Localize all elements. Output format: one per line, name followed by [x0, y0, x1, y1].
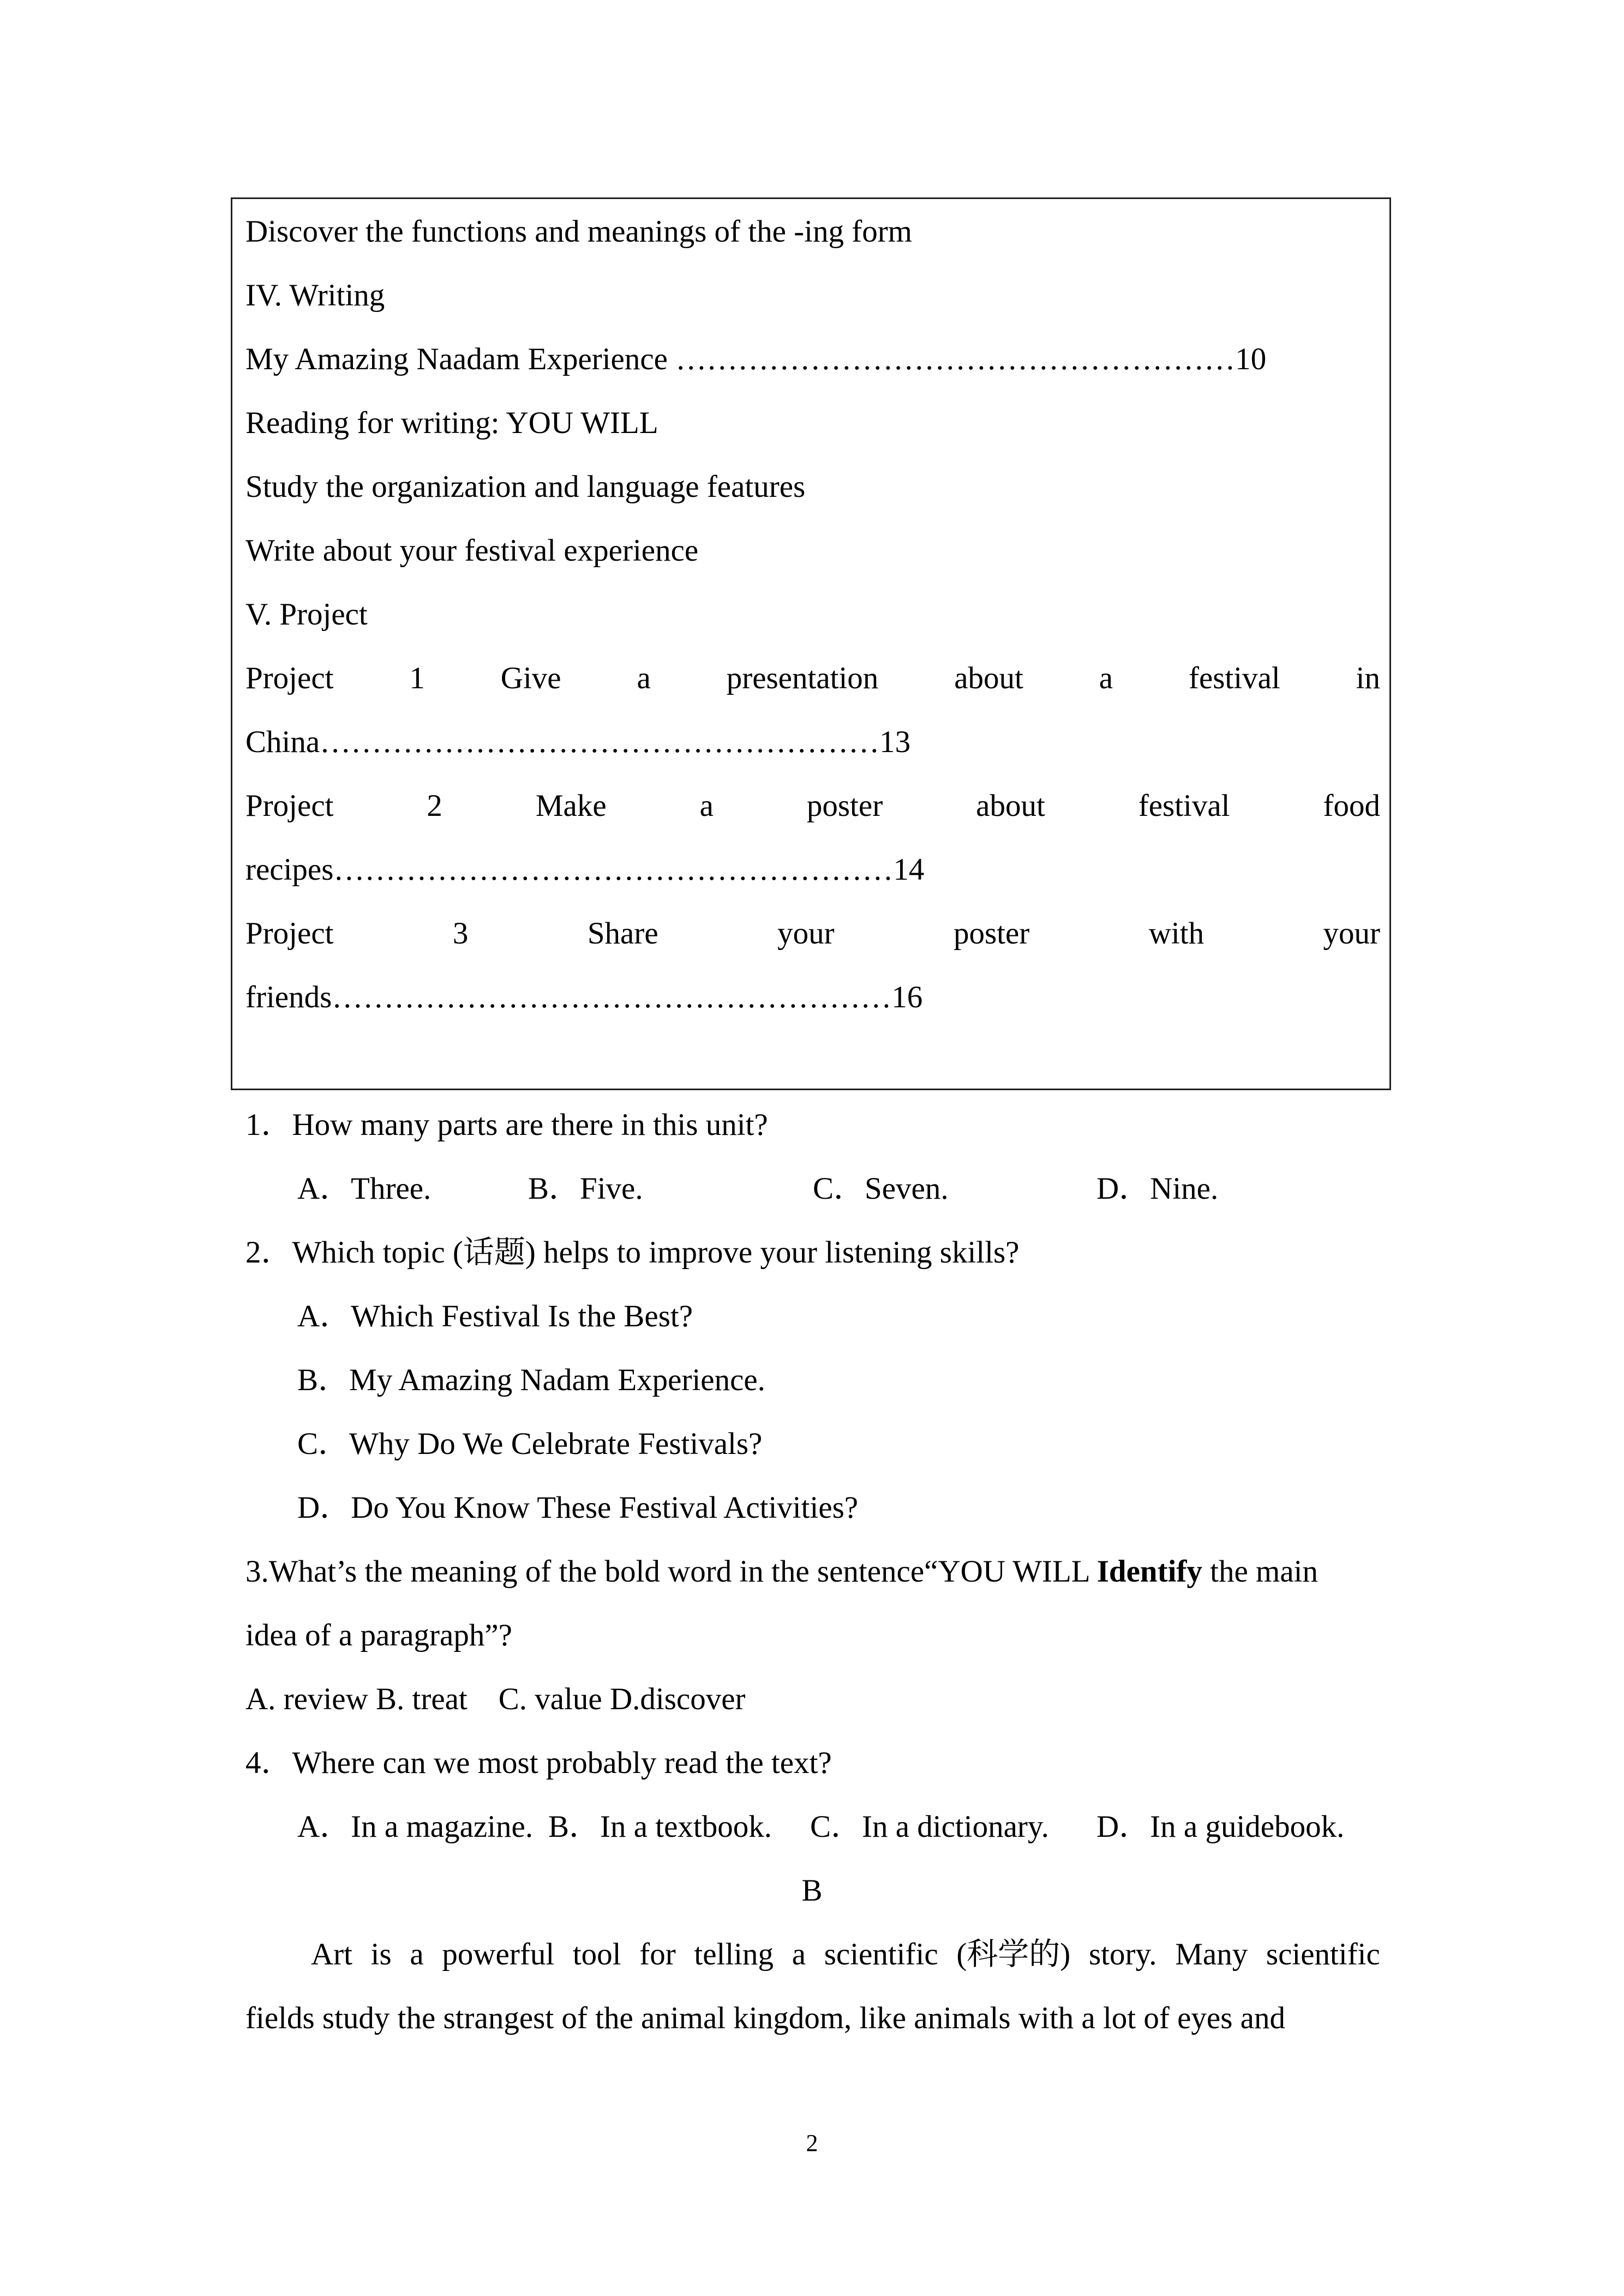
question-4-option-d: D．In a guidebook. — [1096, 1810, 1345, 1844]
stem-text: the main — [1202, 1554, 1319, 1589]
word: poster — [953, 916, 1030, 951]
word: with — [1148, 916, 1204, 951]
word: a — [1099, 661, 1113, 695]
question-2-option-d: D．Do You Know These Festival Activities? — [297, 1490, 859, 1525]
word: Give — [500, 661, 561, 695]
word: a — [792, 1937, 806, 1972]
word: a — [637, 661, 651, 695]
toc-line: Reading for writing: YOU WILL — [245, 406, 658, 440]
word: Project — [245, 916, 334, 951]
question-2-stem: 2．Which topic (话题) helps to improve your listening skills? — [245, 1235, 1020, 1270]
question-2-option-a: A．Which Festival Is the Best? — [297, 1299, 693, 1333]
toc-project-2-page: recipes………………………………………………14 — [245, 852, 925, 887]
word: powerful — [442, 1937, 555, 1972]
toc-line: Discover the functions and meanings of the -ing form — [245, 214, 913, 249]
word: a — [410, 1937, 424, 1972]
word: food — [1323, 789, 1380, 823]
word: 2 — [427, 789, 442, 823]
word: festival — [1188, 661, 1280, 695]
toc-project-3-page: friends………………………………………………16 — [245, 980, 923, 1014]
word: telling — [694, 1937, 774, 1972]
word: is — [370, 1937, 392, 1972]
word: Many — [1175, 1937, 1248, 1972]
word: presentation — [726, 661, 879, 695]
question-4-option-a: A．In a magazine. — [297, 1810, 534, 1844]
word: 3 — [452, 916, 469, 951]
table-of-contents-box — [231, 197, 1391, 1090]
toc-project-1 — [245, 659, 1380, 698]
toc-project-3 — [245, 915, 1380, 953]
toc-project-2 — [245, 787, 1380, 825]
section-b-paragraph-line2: fields study the strangest of the animal kingdom, like animals with a lot of eyes and — [245, 2001, 1285, 2035]
word: about — [954, 661, 1023, 695]
word: about — [976, 789, 1045, 823]
question-3-options: A. review B. treat C. value D.discover — [245, 1682, 746, 1716]
question-4-option-c: C．In a dictionary. — [810, 1810, 1049, 1844]
word: scientific — [824, 1937, 938, 1972]
toc-line: My Amazing Naadam Experience ………………………………………………10 — [245, 342, 1267, 376]
question-1-option-c: C．Seven. — [813, 1171, 949, 1206]
word: poster — [806, 789, 883, 823]
toc-line: Write about your festival experience — [245, 533, 699, 568]
word: your — [777, 916, 835, 951]
word: for — [639, 1937, 676, 1972]
question-2-option-b: B．My Amazing Nadam Experience. — [297, 1363, 765, 1397]
word: Project — [245, 789, 334, 823]
question-4-stem: 4．Where can we most probably read the text? — [245, 1746, 832, 1780]
question-1-stem: 1．How many parts are there in this unit? — [245, 1108, 768, 1142]
question-1-option-b: B．Five. — [528, 1171, 643, 1206]
bold-word: Identify — [1096, 1554, 1202, 1589]
word: your — [1323, 916, 1380, 951]
word: story. — [1088, 1937, 1157, 1972]
toc-line: Study the organization and language features — [245, 470, 806, 504]
word: Art — [311, 1937, 352, 1972]
word: scientific — [1266, 1937, 1380, 1972]
word: (科学的) — [956, 1937, 1071, 1972]
question-1-option-d: D．Nine. — [1096, 1171, 1219, 1206]
word: Project — [245, 661, 334, 695]
word: Make — [535, 789, 607, 823]
question-2-option-c: C．Why Do We Celebrate Festivals? — [297, 1427, 763, 1461]
word: tool — [572, 1937, 621, 1972]
page-number: 2 — [806, 2130, 818, 2156]
question-4-option-b: B．In a textbook. — [548, 1810, 772, 1844]
stem-text: 3.What’s the meaning of the bold word in the sentence“YOU WILL — [245, 1554, 1097, 1589]
question-3-stem — [245, 1553, 1318, 1591]
question-3-stem-line2: idea of a paragraph”? — [245, 1618, 512, 1652]
word: Share — [587, 916, 658, 951]
word: festival — [1138, 789, 1230, 823]
toc-project-1-page: China………………………………………………13 — [245, 725, 911, 759]
toc-line: V. Project — [245, 597, 368, 632]
section-b-heading: B — [801, 1873, 823, 1908]
word: a — [699, 789, 714, 823]
word: in — [1356, 661, 1380, 695]
word: 1 — [409, 661, 425, 695]
section-b-paragraph-line1 — [311, 1936, 1380, 1974]
question-1-option-a: A．Three. — [297, 1171, 432, 1206]
toc-line: IV. Writing — [245, 278, 385, 312]
